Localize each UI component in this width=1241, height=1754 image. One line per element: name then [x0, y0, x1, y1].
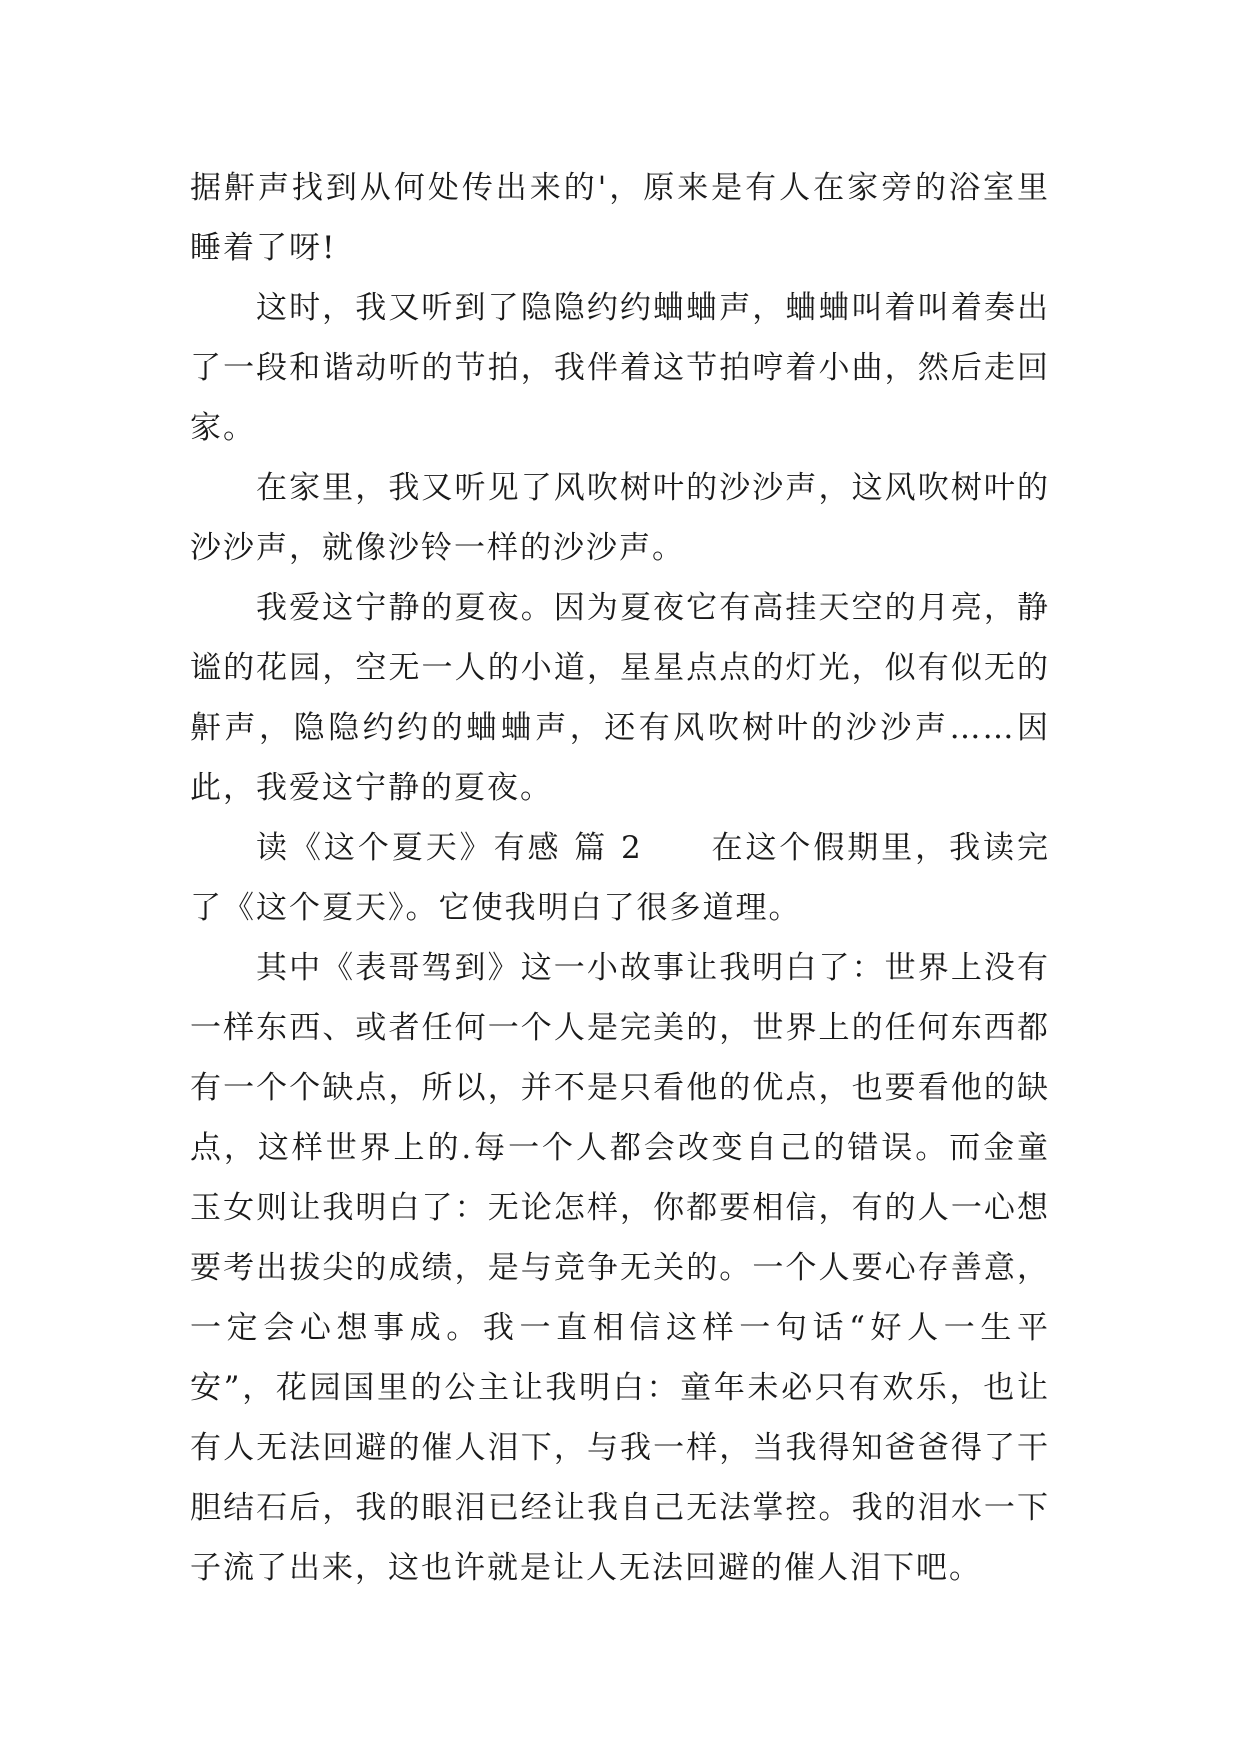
paragraph-5-heading: 读《这个夏天》有感 篇 2 在这个假期里，我读完了《这个夏天》。它使我明白了很多道理。	[190, 830, 1050, 926]
paragraph-1: 据鼾声找到从何处传出来的'，原来是有人在家旁的浴室里睡着了呀!	[190, 170, 1050, 266]
paragraph-6: 其中《表哥驾到》这一小故事让我明白了：世界上没有一样东西、或者任何一个人是完美的，世界上的任何东西都有一个个缺点，所以，并不是只看他的优点，也要看他的缺点，这样世界上的.每一个人都会改变自己的错误。而金童玉女则让我明白了：无论怎样，你都要相信，有的人一心想要考出拔尖的成绩，是与竞争无关的。一个人要心存善意，一定会心想事成。我一直相信这样一句话“好人一生平安”，花园国里的公主让我明白：童年未必只有欢乐，也让有人无法回避的催人泪下，与我一样，当我得知爸爸得了干胆结石后，我的眼泪已经让我自己无法掌控。我的泪水一下子流了出来，这也许就是让人无法回避的催人泪下吧。	[190, 950, 1050, 1586]
body-text	[190, 158, 1050, 1598]
paragraph-4: 我爱这宁静的夏夜。因为夏夜它有高挂天空的月亮，静谧的花园，空无一人的小道，星星点点的灯光，似有似无的鼾声，隐隐约约的蛐蛐声，还有风吹树叶的沙沙声……因此，我爱这宁静的夏夜。	[190, 590, 1050, 806]
paragraph-2: 这时，我又听到了隐隐约约蛐蛐声，蛐蛐叫着叫着奏出了一段和谐动听的节拍，我伴着这节拍哼着小曲，然后走回家。	[190, 290, 1050, 446]
paragraph-3: 在家里，我又听见了风吹树叶的沙沙声，这风吹树叶的沙沙声，就像沙铃一样的沙沙声。	[190, 470, 1050, 566]
